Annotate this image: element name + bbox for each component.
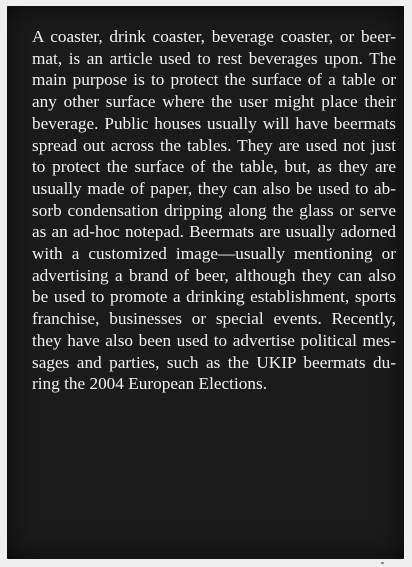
paragraph-line-8: usually made of paper, they can also be used to ab- <box>32 178 396 198</box>
coaster-paragraph <box>32 26 396 395</box>
paragraph-line-6: spread out across the tables. They are used not just <box>32 135 396 155</box>
scan-speck <box>381 562 384 564</box>
paragraph-line-5: beverage. Public houses usually will have beermats <box>32 113 396 133</box>
paragraph-line-14: franchise, businesses or special events. Recently, <box>32 309 396 329</box>
paragraph-line-4: any other surface where the user might place their <box>32 92 396 112</box>
paragraph-line-13: be used to promote a drinking establishment, sports <box>32 287 396 307</box>
paragraph-line-15: they have also been used to advertise political mes- <box>32 330 396 350</box>
paragraph-line-10: as an ad-hoc notepad. Beermats are usually adorned <box>32 222 396 242</box>
paragraph-line-1: A coaster, drink coaster, beverage coaster, or beer- <box>32 27 396 46</box>
paragraph-line-12: advertising a brand of beer, although they can also <box>32 265 396 285</box>
paragraph-line-7: to protect the surface of the table, but, as they are <box>32 157 396 177</box>
dark-text-panel <box>7 6 404 559</box>
paragraph-line-2: mat, is an article used to rest beverages upon. The <box>32 48 396 68</box>
paragraph-line-9: sorb condensation dripping along the glass or serve <box>32 200 396 220</box>
paragraph-line-16: sages and parties, such as the UKIP beermats du- <box>32 352 396 372</box>
paragraph-line-3: main purpose is to protect the surface of a table or <box>32 70 396 90</box>
paragraph-line-17: ring the 2004 European Elections. <box>32 374 268 394</box>
paragraph-line-11: with a customized image—usually mentioning or <box>32 244 396 264</box>
